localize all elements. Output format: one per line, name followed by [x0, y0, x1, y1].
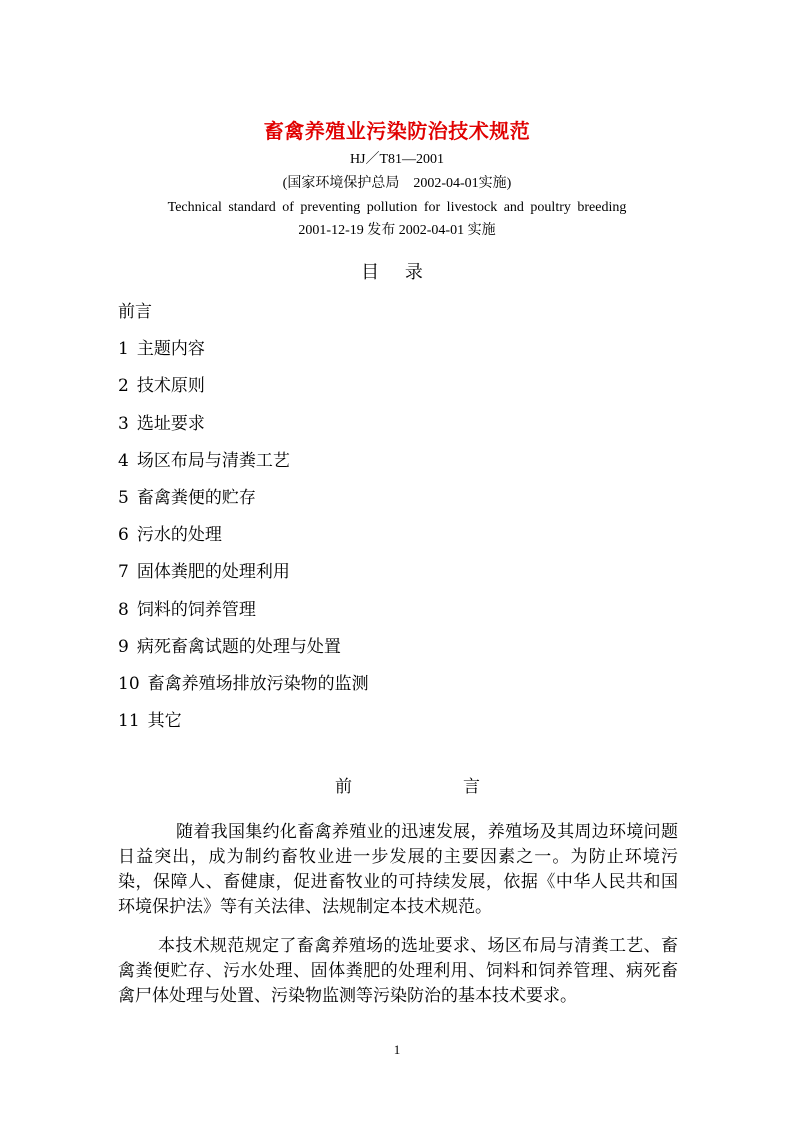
- toc-item: [118, 300, 369, 337]
- page-number: 1: [393, 1042, 401, 1057]
- toc-item: [118, 672, 369, 709]
- toc-item-label: 前言: [118, 302, 152, 322]
- toc-item: [118, 449, 369, 486]
- english-title: Technical standard of preventing pollution for livestock and poultry breeding: [167, 200, 627, 215]
- toc-item-number: 10: [118, 673, 140, 694]
- toc-heading: 目 录: [361, 262, 433, 283]
- table-of-contents: [118, 300, 369, 746]
- toc-item: [118, 635, 369, 672]
- document-title: 畜禽养殖业污染防治技术规范: [263, 119, 531, 143]
- toc-item-number: 9: [118, 636, 129, 657]
- toc-item: [118, 337, 369, 374]
- toc-item: [118, 709, 369, 746]
- toc-item-label: 畜禽粪便的贮存: [136, 487, 256, 508]
- toc-item-number: 6: [118, 525, 129, 546]
- toc-item-label: 技术原则: [136, 376, 205, 397]
- toc-item-label: 其它: [147, 711, 182, 732]
- toc-item: [118, 523, 369, 560]
- toc-item: [118, 598, 369, 635]
- toc-item-label: 饲料的饲养管理: [136, 599, 256, 620]
- dates-line: 2001-12-19 发布 2002-04-01 实施: [298, 223, 496, 238]
- toc-item-label: 污水的处理: [136, 525, 222, 546]
- foreword-heading-left: 前: [335, 777, 352, 797]
- toc-item-number: 3: [118, 413, 129, 434]
- toc-item-label: 病死畜禽试题的处理与处置: [136, 636, 341, 657]
- toc-item-label: 固体粪肥的处理利用: [136, 562, 290, 583]
- toc-item-number: 7: [118, 562, 129, 583]
- toc-item-label: 主题内容: [136, 339, 205, 360]
- toc-item: [118, 486, 369, 523]
- toc-item-label: 选址要求: [136, 413, 205, 434]
- standard-code: HJ／T81—2001: [349, 152, 445, 167]
- foreword-heading: [335, 775, 480, 799]
- toc-item-label: 场区布局与清粪工艺: [136, 450, 290, 471]
- toc-item-number: 4: [118, 450, 129, 471]
- toc-item: [118, 560, 369, 597]
- toc-item-number: 1: [118, 339, 129, 360]
- foreword-paragraph-2: 本技术规范规定了畜禽养殖场的选址要求、场区布局与清粪工艺、畜禽粪便贮存、污水处理、固体粪肥的处理利用、饲料和饲养管理、病死畜禽尸体处理与处置、污染物监测等污染防治的基本技术要求。: [118, 936, 678, 1006]
- toc-item-number: 11: [118, 711, 140, 732]
- toc-item-number: 5: [118, 487, 129, 508]
- toc-item-label: 畜禽养殖场排放污染物的监测: [147, 673, 369, 694]
- toc-item-number: 2: [118, 376, 129, 397]
- toc-item: [118, 412, 369, 449]
- toc-item-number: 8: [118, 599, 129, 620]
- issuer-line: (国家环境保护总局 2002-04-01实施): [282, 176, 512, 191]
- foreword-paragraph-1: 随着我国集约化畜禽养殖业的迅速发展，养殖场及其周边环境问题日益突出，成为制约畜牧业进一步发展的主要因素之一。为防止环境污染，保障人、畜健康，促进畜牧业的可持续发展，依据《中华人民共和国环境保护法》等有关法律、法规制定本技术规范。: [118, 822, 678, 917]
- foreword-heading-right: 言: [463, 777, 480, 797]
- toc-item: [118, 374, 369, 411]
